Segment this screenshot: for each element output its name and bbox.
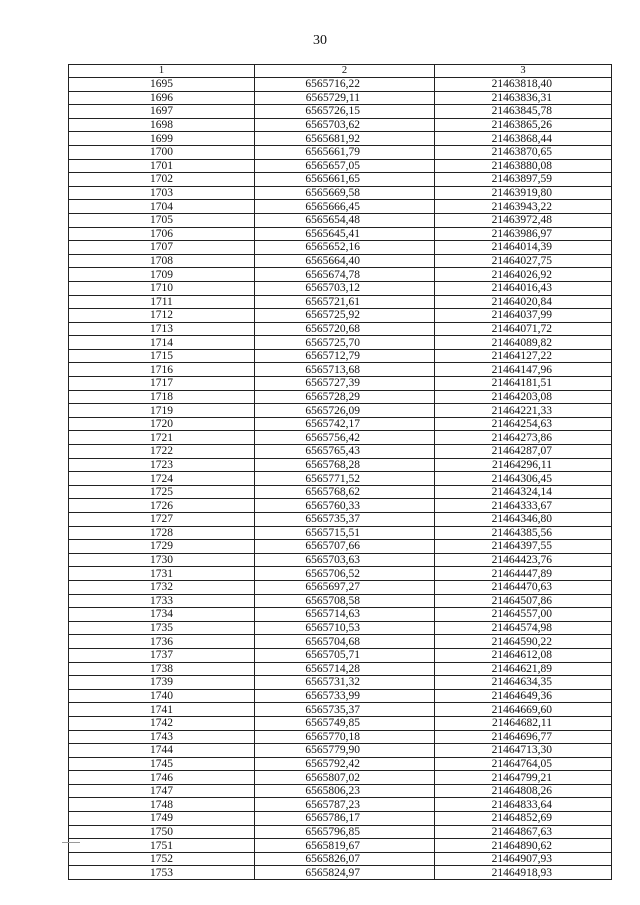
cell-x-coordinate: 6565669,58: [255, 186, 435, 200]
cell-x-coordinate: 6565756,42: [255, 431, 435, 445]
cell-point-number: 1730: [69, 553, 255, 567]
cell-point-number: 1751: [69, 839, 255, 853]
cell-point-number: 1715: [69, 349, 255, 363]
cell-x-coordinate: 6565654,48: [255, 213, 435, 227]
cell-point-number: 1722: [69, 445, 255, 459]
cell-point-number: 1721: [69, 431, 255, 445]
page-number: 30: [313, 33, 327, 48]
cell-x-coordinate: 6565703,12: [255, 281, 435, 295]
cell-x-coordinate: 6565729,11: [255, 91, 435, 105]
table-row: [69, 608, 612, 622]
cell-y-coordinate: 21464634,35: [435, 676, 612, 690]
cell-y-coordinate: 21463870,65: [435, 145, 612, 159]
table-row: [69, 200, 612, 214]
cell-x-coordinate: 6565749,85: [255, 716, 435, 730]
cell-x-coordinate: 6565726,09: [255, 404, 435, 418]
cell-y-coordinate: 21464147,96: [435, 363, 612, 377]
cell-point-number: 1732: [69, 580, 255, 594]
cell-x-coordinate: 6565714,28: [255, 662, 435, 676]
cell-point-number: 1709: [69, 268, 255, 282]
cell-y-coordinate: 21464333,67: [435, 499, 612, 513]
cell-point-number: 1740: [69, 689, 255, 703]
column-header-x: 2: [255, 65, 435, 78]
cell-y-coordinate: 21464590,22: [435, 635, 612, 649]
cell-point-number: 1738: [69, 662, 255, 676]
cell-y-coordinate: 21464447,89: [435, 567, 612, 581]
table-row: [69, 173, 612, 187]
table-body: [69, 78, 612, 880]
cell-point-number: 1712: [69, 309, 255, 323]
table-row: [69, 105, 612, 119]
cell-y-coordinate: 21464385,56: [435, 526, 612, 540]
cell-point-number: 1737: [69, 648, 255, 662]
cell-y-coordinate: 21464852,69: [435, 812, 612, 826]
cell-point-number: 1703: [69, 186, 255, 200]
cell-point-number: 1723: [69, 458, 255, 472]
cell-x-coordinate: 6565704,68: [255, 635, 435, 649]
cell-y-coordinate: 21464799,21: [435, 771, 612, 785]
cell-point-number: 1707: [69, 241, 255, 255]
cell-y-coordinate: 21464346,80: [435, 513, 612, 527]
cell-point-number: 1735: [69, 621, 255, 635]
cell-x-coordinate: 6565661,79: [255, 145, 435, 159]
cell-x-coordinate: 6565710,53: [255, 621, 435, 635]
cell-y-coordinate: 21464306,45: [435, 472, 612, 486]
cell-y-coordinate: 21464713,30: [435, 744, 612, 758]
cell-x-coordinate: 6565703,62: [255, 118, 435, 132]
cell-x-coordinate: 6565807,02: [255, 771, 435, 785]
table-row: [69, 404, 612, 418]
table-row: [69, 485, 612, 499]
cell-y-coordinate: 21464296,11: [435, 458, 612, 472]
cell-point-number: 1753: [69, 866, 255, 880]
cell-y-coordinate: 21464324,14: [435, 485, 612, 499]
cell-point-number: 1700: [69, 145, 255, 159]
table-row: [69, 431, 612, 445]
cell-y-coordinate: 21464649,36: [435, 689, 612, 703]
cell-y-coordinate: 21464037,99: [435, 309, 612, 323]
cell-x-coordinate: 6565826,07: [255, 852, 435, 866]
table-row: [69, 295, 612, 309]
table-row: [69, 241, 612, 255]
cell-y-coordinate: 21464612,08: [435, 648, 612, 662]
table-row: [69, 866, 612, 880]
column-header-point-number: 1: [69, 65, 255, 78]
cell-y-coordinate: 21464020,84: [435, 295, 612, 309]
cell-point-number: 1708: [69, 254, 255, 268]
cell-point-number: 1716: [69, 363, 255, 377]
cell-point-number: 1744: [69, 744, 255, 758]
table-row: [69, 703, 612, 717]
table-row: [69, 254, 612, 268]
cell-point-number: 1725: [69, 485, 255, 499]
cell-x-coordinate: 6565666,45: [255, 200, 435, 214]
table-row: [69, 526, 612, 540]
cell-y-coordinate: 21463986,97: [435, 227, 612, 241]
cell-y-coordinate: 21464026,92: [435, 268, 612, 282]
cell-y-coordinate: 21464221,33: [435, 404, 612, 418]
cell-x-coordinate: 6565786,17: [255, 812, 435, 826]
cell-x-coordinate: 6565681,92: [255, 132, 435, 146]
cell-point-number: 1743: [69, 730, 255, 744]
table-row: [69, 839, 612, 853]
table-row: [69, 377, 612, 391]
cell-x-coordinate: 6565742,17: [255, 417, 435, 431]
column-header-y: 3: [435, 65, 612, 78]
cell-y-coordinate: 21463880,08: [435, 159, 612, 173]
table-row: [69, 662, 612, 676]
cell-x-coordinate: 6565727,39: [255, 377, 435, 391]
cell-point-number: 1696: [69, 91, 255, 105]
table-row: [69, 689, 612, 703]
cell-point-number: 1749: [69, 812, 255, 826]
cell-point-number: 1714: [69, 336, 255, 350]
table-row: [69, 771, 612, 785]
table-row: [69, 812, 612, 826]
table-row: [69, 716, 612, 730]
cell-point-number: 1750: [69, 825, 255, 839]
table-row: [69, 540, 612, 554]
table-row: [69, 309, 612, 323]
cell-x-coordinate: 6565725,92: [255, 309, 435, 323]
cell-y-coordinate: 21464027,75: [435, 254, 612, 268]
cell-y-coordinate: 21464833,64: [435, 798, 612, 812]
cell-x-coordinate: 6565779,90: [255, 744, 435, 758]
table-row: [69, 132, 612, 146]
cell-y-coordinate: 21464867,63: [435, 825, 612, 839]
table-row: [69, 268, 612, 282]
cell-y-coordinate: 21464918,93: [435, 866, 612, 880]
table-row: [69, 825, 612, 839]
cell-x-coordinate: 6565652,16: [255, 241, 435, 255]
cell-x-coordinate: 6565824,97: [255, 866, 435, 880]
cell-x-coordinate: 6565645,41: [255, 227, 435, 241]
cell-y-coordinate: 21464808,26: [435, 784, 612, 798]
cell-y-coordinate: 21464621,89: [435, 662, 612, 676]
table-row: [69, 417, 612, 431]
cell-x-coordinate: 6565706,52: [255, 567, 435, 581]
cell-x-coordinate: 6565796,85: [255, 825, 435, 839]
cell-x-coordinate: 6565725,70: [255, 336, 435, 350]
cell-y-coordinate: 21464254,63: [435, 417, 612, 431]
cell-point-number: 1745: [69, 757, 255, 771]
cell-point-number: 1728: [69, 526, 255, 540]
table-row: [69, 499, 612, 513]
table-row: [69, 798, 612, 812]
scan-mark: [62, 842, 80, 843]
cell-y-coordinate: 21464507,86: [435, 594, 612, 608]
table-row: [69, 186, 612, 200]
cell-x-coordinate: 6565770,18: [255, 730, 435, 744]
cell-y-coordinate: 21464071,72: [435, 322, 612, 336]
cell-x-coordinate: 6565733,99: [255, 689, 435, 703]
cell-x-coordinate: 6565674,78: [255, 268, 435, 282]
table-row: [69, 513, 612, 527]
cell-point-number: 1724: [69, 472, 255, 486]
cell-point-number: 1720: [69, 417, 255, 431]
table-row: [69, 553, 612, 567]
cell-y-coordinate: 21464669,60: [435, 703, 612, 717]
table-row: [69, 349, 612, 363]
cell-y-coordinate: 21464696,77: [435, 730, 612, 744]
cell-y-coordinate: 21464089,82: [435, 336, 612, 350]
table-row: [69, 322, 612, 336]
table-row: [69, 445, 612, 459]
cell-x-coordinate: 6565771,52: [255, 472, 435, 486]
cell-x-coordinate: 6565716,22: [255, 78, 435, 92]
cell-x-coordinate: 6565713,68: [255, 363, 435, 377]
cell-y-coordinate: 21464907,93: [435, 852, 612, 866]
cell-x-coordinate: 6565721,61: [255, 295, 435, 309]
cell-x-coordinate: 6565760,33: [255, 499, 435, 513]
cell-point-number: 1697: [69, 105, 255, 119]
cell-x-coordinate: 6565697,27: [255, 580, 435, 594]
table-row: [69, 91, 612, 105]
cell-x-coordinate: 6565715,51: [255, 526, 435, 540]
table-row: [69, 281, 612, 295]
cell-y-coordinate: 21464181,51: [435, 377, 612, 391]
cell-y-coordinate: 21464764,05: [435, 757, 612, 771]
cell-point-number: 1695: [69, 78, 255, 92]
cell-point-number: 1706: [69, 227, 255, 241]
cell-y-coordinate: 21464273,86: [435, 431, 612, 445]
table-row: [69, 78, 612, 92]
cell-point-number: 1727: [69, 513, 255, 527]
table-row: [69, 458, 612, 472]
cell-y-coordinate: 21463897,59: [435, 173, 612, 187]
table-row: [69, 594, 612, 608]
table-row: [69, 621, 612, 635]
cell-x-coordinate: 6565703,63: [255, 553, 435, 567]
cell-x-coordinate: 6565731,32: [255, 676, 435, 690]
cell-point-number: 1736: [69, 635, 255, 649]
cell-x-coordinate: 6565819,67: [255, 839, 435, 853]
cell-x-coordinate: 6565708,58: [255, 594, 435, 608]
cell-point-number: 1710: [69, 281, 255, 295]
cell-y-coordinate: 21463865,26: [435, 118, 612, 132]
table-row: [69, 676, 612, 690]
table-row: [69, 784, 612, 798]
coordinates-table: [68, 64, 612, 880]
cell-point-number: 1719: [69, 404, 255, 418]
table-row: [69, 635, 612, 649]
cell-point-number: 1748: [69, 798, 255, 812]
cell-x-coordinate: 6565657,05: [255, 159, 435, 173]
cell-point-number: 1752: [69, 852, 255, 866]
cell-x-coordinate: 6565726,15: [255, 105, 435, 119]
cell-x-coordinate: 6565792,42: [255, 757, 435, 771]
cell-x-coordinate: 6565664,40: [255, 254, 435, 268]
cell-point-number: 1698: [69, 118, 255, 132]
cell-point-number: 1733: [69, 594, 255, 608]
cell-y-coordinate: 21464682,11: [435, 716, 612, 730]
cell-y-coordinate: 21464470,63: [435, 580, 612, 594]
cell-point-number: 1701: [69, 159, 255, 173]
table-header-row: [69, 65, 612, 78]
table-row: [69, 472, 612, 486]
cell-x-coordinate: 6565720,68: [255, 322, 435, 336]
table-row: [69, 648, 612, 662]
cell-point-number: 1717: [69, 377, 255, 391]
cell-y-coordinate: 21463919,80: [435, 186, 612, 200]
cell-x-coordinate: 6565765,43: [255, 445, 435, 459]
cell-y-coordinate: 21463868,44: [435, 132, 612, 146]
cell-point-number: 1713: [69, 322, 255, 336]
cell-x-coordinate: 6565787,23: [255, 798, 435, 812]
table-row: [69, 852, 612, 866]
cell-point-number: 1739: [69, 676, 255, 690]
table-row: [69, 336, 612, 350]
cell-x-coordinate: 6565735,37: [255, 703, 435, 717]
table-row: [69, 390, 612, 404]
cell-point-number: 1702: [69, 173, 255, 187]
cell-x-coordinate: 6565714,63: [255, 608, 435, 622]
table-row: [69, 757, 612, 771]
cell-point-number: 1734: [69, 608, 255, 622]
cell-point-number: 1711: [69, 295, 255, 309]
cell-x-coordinate: 6565707,66: [255, 540, 435, 554]
table-row: [69, 730, 612, 744]
cell-y-coordinate: 21464397,55: [435, 540, 612, 554]
cell-x-coordinate: 6565806,23: [255, 784, 435, 798]
cell-point-number: 1741: [69, 703, 255, 717]
cell-y-coordinate: 21464557,00: [435, 608, 612, 622]
cell-point-number: 1731: [69, 567, 255, 581]
cell-y-coordinate: 21463818,40: [435, 78, 612, 92]
cell-point-number: 1704: [69, 200, 255, 214]
cell-x-coordinate: 6565768,28: [255, 458, 435, 472]
cell-x-coordinate: 6565735,37: [255, 513, 435, 527]
cell-point-number: 1718: [69, 390, 255, 404]
cell-y-coordinate: 21464127,22: [435, 349, 612, 363]
cell-point-number: 1705: [69, 213, 255, 227]
cell-y-coordinate: 21464014,39: [435, 241, 612, 255]
cell-point-number: 1726: [69, 499, 255, 513]
cell-y-coordinate: 21463972,48: [435, 213, 612, 227]
cell-point-number: 1699: [69, 132, 255, 146]
table-row: [69, 118, 612, 132]
cell-x-coordinate: 6565728,29: [255, 390, 435, 404]
cell-y-coordinate: 21463943,22: [435, 200, 612, 214]
cell-x-coordinate: 6565768,62: [255, 485, 435, 499]
table-row: [69, 145, 612, 159]
table-row: [69, 744, 612, 758]
table-row: [69, 363, 612, 377]
cell-y-coordinate: 21464203,08: [435, 390, 612, 404]
table-row: [69, 213, 612, 227]
cell-x-coordinate: 6565712,79: [255, 349, 435, 363]
table-row: [69, 580, 612, 594]
cell-y-coordinate: 21464423,76: [435, 553, 612, 567]
cell-point-number: 1746: [69, 771, 255, 785]
cell-x-coordinate: 6565661,65: [255, 173, 435, 187]
cell-y-coordinate: 21464890,62: [435, 839, 612, 853]
cell-point-number: 1742: [69, 716, 255, 730]
cell-y-coordinate: 21464574,98: [435, 621, 612, 635]
table-row: [69, 159, 612, 173]
cell-x-coordinate: 6565705,71: [255, 648, 435, 662]
cell-y-coordinate: 21464287,07: [435, 445, 612, 459]
cell-y-coordinate: 21463836,31: [435, 91, 612, 105]
cell-point-number: 1729: [69, 540, 255, 554]
cell-y-coordinate: 21463845,78: [435, 105, 612, 119]
table-row: [69, 227, 612, 241]
table-row: [69, 567, 612, 581]
cell-point-number: 1747: [69, 784, 255, 798]
cell-y-coordinate: 21464016,43: [435, 281, 612, 295]
